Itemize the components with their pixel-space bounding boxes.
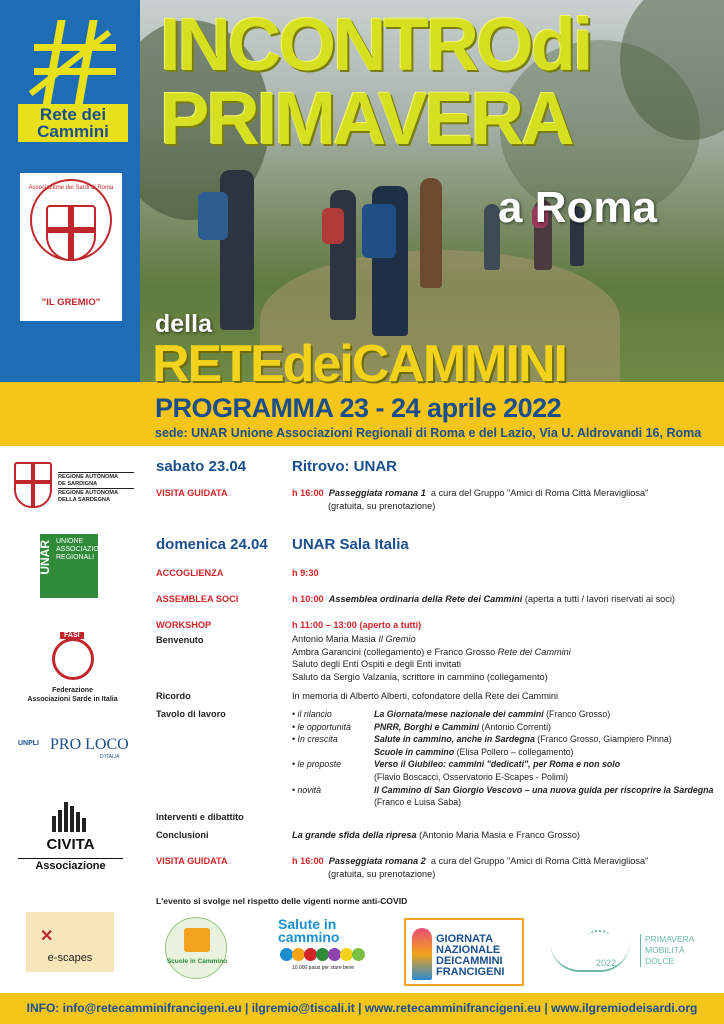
primavera-year: 2022 (596, 958, 617, 968)
rete-dei-cammini-logo (10, 20, 130, 140)
sardinia-shield-icon (46, 205, 96, 261)
conclusioni-label: Conclusioni (156, 830, 209, 840)
workshop-label: WORKSHOP (156, 620, 212, 630)
benvenuto-list: Antonio Maria Masia Il Gremio Ambra Garancini (collegamento) e Franco Grosso Rete dei Cammini Saluto degli Enti Ospiti e degli Enti invitati Saluto da Sergio Valzania, scrittore in cammino (collegamento) (292, 634, 571, 682)
benvenuto-label: Benvenuto (156, 635, 204, 645)
regione-text-1: REGIONE AUTÒNOMA (58, 472, 134, 480)
tavolo-item: Verso il Giubileo: cammini "dedicati", per Roma e non solo (374, 759, 621, 769)
regione-text-2: DE SARDIGNA (58, 481, 98, 487)
unar-letters: UNAR (38, 540, 52, 575)
title-primavera: PRIMAVERA (160, 77, 572, 160)
proloco-logo (14, 736, 134, 766)
walker-figure-icon (412, 928, 432, 980)
il-gremio-logo (20, 173, 122, 321)
regione-sardegna-logo (10, 460, 135, 510)
scuole-in-cammino-logo (165, 917, 227, 979)
wave-icon (550, 942, 630, 972)
domenica-visita-label: VISITA GUIDATA (156, 856, 228, 866)
primavera-text: PRIMAVERA MOBILITÀ DOLCE (640, 934, 700, 967)
gremio-ring-text: Associazione dei Sardi di Roma (28, 185, 114, 191)
fasi-label: FASI (60, 632, 84, 639)
rete-logo-text: Rete dei Cammini (18, 104, 128, 142)
school-icon (184, 928, 210, 952)
civita-logo (18, 796, 123, 876)
sabato-visita: h 16:00 Passeggiata romana 1 a cura del Gruppo "Amici di Roma Città Meravigliosa" (292, 488, 649, 498)
regione-text-3: REGIONE AUTONOMA (58, 488, 134, 496)
tavolo-bullet: • le opportunità (292, 722, 351, 732)
fasi-logo (10, 632, 135, 712)
sabato-day: sabato 23.04 (156, 458, 247, 475)
workshop-time: h 11:00 – 13:00 (aperto a tutti) (292, 620, 422, 630)
tavolo-item: (Flavio Boscacci, Osservatorio E-Scapes - Polimi) (374, 772, 569, 782)
tavolo-item: Il Cammino di San Giorgio Vescovo – una nuova guida per riscoprire la Sardegna (374, 785, 714, 795)
tavolo-bullet: • novità (292, 785, 321, 795)
info-contacts: INFO: info@retecamminifrancigeni.eu | ilgremio@tiscali.it | www.retecamminifrancigeni.eu | www.ilgremiodeisardi.org (26, 1001, 698, 1015)
caterpillar-icon (280, 948, 366, 962)
salute-text: Salute in cammino (278, 916, 340, 945)
unpli-text: UNPLI (18, 740, 39, 747)
domenica-visita: h 16:00 Passeggiata romana 2 a cura del Gruppo "Amici di Roma Città Meravigliosa" (292, 856, 649, 866)
scuole-text: Scuole in Cammino (166, 958, 228, 965)
civita-columns-icon (52, 802, 86, 832)
title-incontro-di: INCONTROdi (160, 3, 591, 86)
gremio-label: "IL GREMIO" (41, 297, 101, 308)
tavolo-item: (Franco e Luisa Saba) (374, 797, 462, 807)
ricordo-label: Ricordo (156, 691, 191, 701)
accoglienza-time: h 9:30 (292, 568, 319, 578)
sabato-visita-label: VISITA GUIDATA (156, 488, 228, 498)
assemblea-label: ASSEMBLEA SOCI (156, 594, 239, 604)
title-della: della (155, 310, 212, 338)
domenica-place: UNAR Sala Italia (292, 536, 409, 553)
salute-sub: 10.000 passi per stare bene (292, 965, 354, 971)
escapes-x-icon: ✕ (40, 928, 54, 945)
unar-text: UNIONE ASSOCIAZIONI REGIONALI (56, 538, 106, 561)
civita-text: CIVITA (46, 836, 95, 853)
regione-emblem-icon (14, 462, 52, 508)
ricordo-text: In memoria di Alberto Alberti, cofondatore della Rete dei Cammini (292, 691, 559, 701)
salute-in-cammino-logo (278, 918, 368, 980)
giornata-text: GIORNATA NAZIONALE DEICAMMINI FRANCIGENI (436, 933, 505, 978)
title-a-roma: a Roma (498, 183, 657, 232)
tavolo-item: Salute in cammino, anche in Sardegna (Franco Grosso, Giampiero Pinna) (374, 734, 672, 744)
assemblea-item: h 10:00 Assemblea ordinaria della Rete dei Cammini (aperta a tutti / lavori riservati ai soci) (292, 594, 675, 604)
e-scapes-logo (26, 912, 114, 972)
fasi-federation-text: Federazione Associazioni Sarde in Italia (27, 687, 118, 703)
regione-text-4: DELLA SARDEGNA (58, 497, 111, 503)
covid-note: L'evento si svolge nel rispetto delle vigenti norme anti-COVID (156, 896, 408, 906)
info-bar (0, 993, 724, 1024)
civita-sub: Associazione (18, 858, 123, 872)
domenica-day: domenica 24.04 (156, 536, 268, 553)
tavolo-item: Scuole in cammino (Elisa Pollero – collegamento) (374, 747, 574, 757)
proloco-text: PRO LOCO (50, 736, 129, 753)
tavolo-bullet: • In crescita (292, 734, 338, 744)
accoglienza-label: ACCOGLIENZA (156, 568, 224, 578)
interventi-label: Interventi e dibattito (156, 812, 244, 822)
venue-address: sede: UNAR Unione Associazioni Regionali di Roma e del Lazio, Via U. Aldrovandi 16, Roma (155, 426, 702, 440)
giornata-cammini-logo (404, 918, 524, 986)
sabato-visita-note: (gratuita, su prenotazione) (328, 501, 436, 511)
tavolo-item: PNRR, Borghi e Cammini (Antonio Correnti) (374, 722, 551, 732)
fasi-emblem-icon (52, 638, 94, 680)
sponsor-logos-column (0, 446, 140, 991)
unar-logo (38, 534, 106, 598)
title-rete-dei-cammini: RETEdeiCAMMINI (152, 335, 566, 393)
tavolo-bullet: • il rilancio (292, 709, 332, 719)
domenica-visita-note: (gratuita, su prenotazione) (328, 869, 436, 879)
escapes-text: e-scapes (47, 952, 93, 964)
programma-dates: PROGRAMMA 23 - 24 aprile 2022 (155, 393, 562, 423)
conclusioni-item: La grande sfida della ripresa (Antonio Maria Masia e Franco Grosso) (292, 830, 580, 840)
tavolo-bullet: • le proposte (292, 759, 342, 769)
primavera-mobilita-logo (548, 924, 698, 980)
proloco-sub: D'ITALIA (100, 754, 120, 760)
flower-icon (588, 930, 610, 942)
sabato-place: Ritrovo: UNAR (292, 458, 397, 475)
tavolo-label: Tavolo di lavoro (156, 709, 226, 719)
tavolo-item: La Giornata/mese nazionale dei cammini (Franco Grosso) (374, 709, 611, 719)
